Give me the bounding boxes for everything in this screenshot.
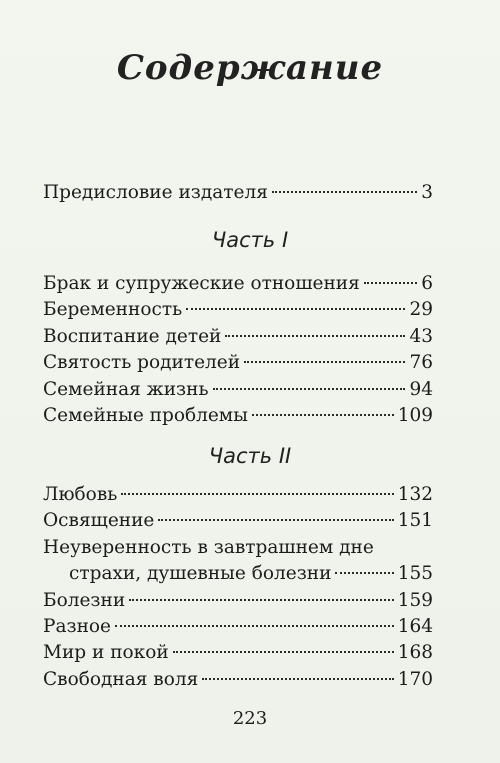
toc-entry-page: 29 <box>409 299 433 321</box>
toc-entry <box>43 324 433 350</box>
toc-entry-page: 3 <box>421 182 433 203</box>
toc-entry-label: Брак и супружеские отношения <box>43 273 360 294</box>
toc-entry-label: Мир и покой <box>43 642 169 664</box>
toc-leader-dots <box>129 599 394 601</box>
toc-entry-line2 <box>43 561 433 587</box>
toc-entry-label: Неуверенность в завтрашнем дне <box>43 536 374 558</box>
toc-entry <box>43 667 433 693</box>
toc-entry-page: 94 <box>409 378 433 400</box>
toc-entry-label: Воспитание детей <box>43 325 222 347</box>
toc-entry <box>43 350 433 376</box>
toc-entry <box>43 588 433 614</box>
toc-leader-dots <box>272 191 417 193</box>
toc-entry <box>43 482 433 508</box>
toc-leader-dots <box>186 308 405 310</box>
toc-leader-dots <box>158 519 393 521</box>
toc-entry-label: Семейная жизнь <box>43 378 209 400</box>
toc-entry <box>43 508 433 534</box>
toc-entry-page: 159 <box>397 589 433 611</box>
toc-entry-page: 43 <box>409 325 433 347</box>
toc-entry-label: Беременность <box>43 299 183 321</box>
toc-entry-page: 164 <box>397 615 433 637</box>
toc-leader-dots <box>364 282 417 284</box>
toc-entry-label: страхи, душевные болезни <box>69 563 332 585</box>
toc-entry <box>43 180 433 206</box>
toc-entry-line1 <box>43 535 433 561</box>
toc-entry-page: 6 <box>421 273 433 294</box>
toc-entry <box>43 271 433 297</box>
toc-entry-label: Семейные проблемы <box>43 404 248 426</box>
toc-leader-dots <box>225 335 405 337</box>
toc-leader-dots <box>213 388 406 390</box>
toc-preface <box>43 180 433 206</box>
toc-entry <box>43 297 433 323</box>
toc-part-1 <box>43 271 433 429</box>
toc-entry-label: Болезни <box>43 589 126 611</box>
toc-entry <box>43 614 433 640</box>
toc-leader-dots <box>244 361 405 363</box>
toc-entry-page: 151 <box>397 510 433 532</box>
toc-entry-page: 109 <box>397 404 433 426</box>
toc-leader-dots <box>173 651 394 653</box>
toc-entry <box>43 640 433 666</box>
page-number: 223 <box>232 708 268 729</box>
toc-entry-label: Разное <box>43 615 111 637</box>
toc-entry-page: 132 <box>397 484 433 505</box>
toc-leader-dots <box>202 678 393 680</box>
toc-leader-dots <box>115 625 394 627</box>
toc-entry-page: 76 <box>409 352 433 374</box>
toc-entry <box>43 377 433 403</box>
toc-entry-label: Освящение <box>43 510 155 532</box>
toc-entry-page: 168 <box>397 642 433 664</box>
toc-entry-label: Свободная воля <box>43 668 199 690</box>
toc-leader-dots <box>252 414 394 416</box>
toc-entry-label: Предисловие издателя <box>43 182 268 203</box>
toc-entry-page: 170 <box>397 668 433 690</box>
toc-part-2 <box>43 482 433 693</box>
toc-entry-label: Любовь <box>43 484 118 505</box>
toc-entry-page: 155 <box>397 563 433 585</box>
part-2-heading: Часть II <box>208 444 292 468</box>
toc-leader-dots <box>121 493 393 495</box>
toc-entry-label: Святость родителей <box>43 352 241 374</box>
toc-leader-dots <box>335 572 393 574</box>
page-title: Содержание <box>116 48 384 88</box>
toc-entry <box>43 403 433 429</box>
part-1-heading: Часть I <box>211 228 289 252</box>
